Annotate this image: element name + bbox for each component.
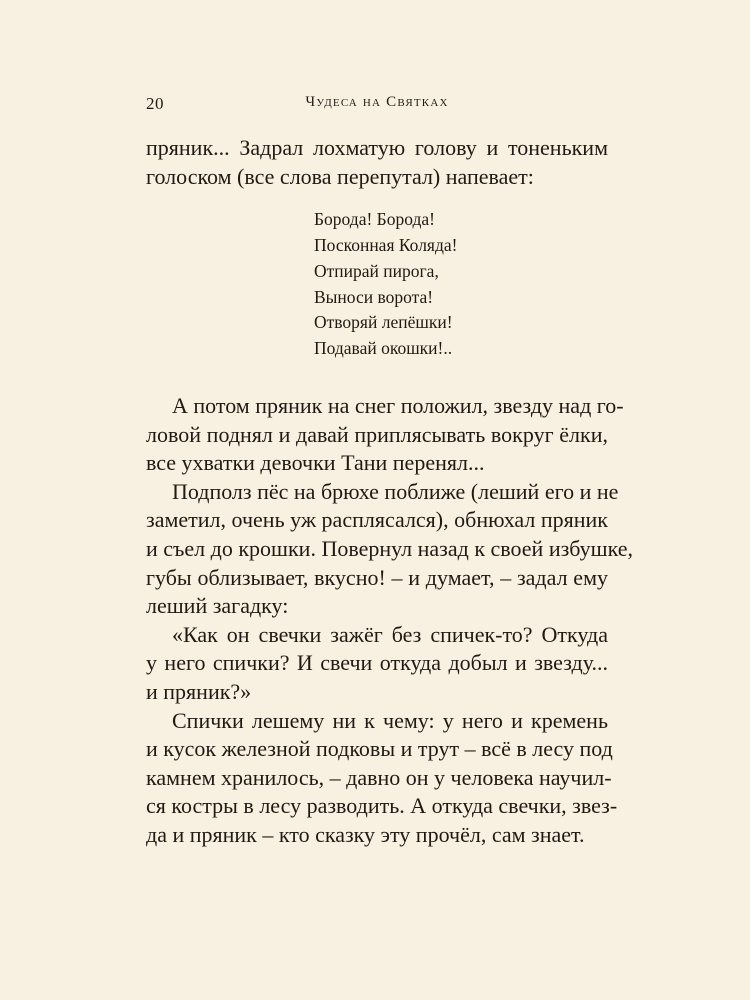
- intro-paragraph: [146, 134, 608, 191]
- text-line: ловой поднял и давай приплясывать вокруг ёлки,: [146, 421, 608, 447]
- paragraph: [146, 621, 608, 707]
- text-line: ся костры в лесу разводить. А откуда свечки, звез-: [146, 793, 618, 819]
- running-title: Чудеса на Святках: [305, 94, 449, 110]
- body-text: [146, 134, 633, 849]
- verse-line: Посконная Коляда!: [314, 234, 458, 255]
- paragraph: [146, 478, 633, 621]
- verse-line: Выноси ворота!: [314, 286, 434, 307]
- verse-block: [314, 207, 608, 362]
- text-line: А потом пряник на снег положил, звезду над го-: [172, 392, 624, 418]
- page-header: [146, 94, 608, 118]
- text-line: губы облизывает, вкусно! – и думает, – задал ему: [146, 564, 608, 590]
- text-line: заметил, очень уж расплясался), обнюхал пряник: [146, 507, 608, 533]
- text-line: Подполз пёс на брюхе поближе (леший его и не: [172, 478, 619, 504]
- paragraph: [146, 392, 624, 478]
- text-line: Спички лешему ни к чему: у него и кремень: [172, 707, 608, 733]
- text-line: «Как он свечки зажёг без спичек-то? Откуда: [172, 621, 608, 647]
- text-line: и пряник?»: [146, 678, 252, 704]
- paragraph: [146, 707, 618, 850]
- text-line: и съел до крошки. Повернул назад к своей избушке,: [146, 535, 633, 561]
- text-line: леший загадку:: [146, 593, 289, 619]
- text-line: камнем хранилось, – давно он у человека научил-: [146, 764, 612, 790]
- text-line: и кусок железной подковы и трут – всё в лесу под: [146, 736, 613, 762]
- text-line: да и пряник – кто сказку эту прочёл, сам знает.: [146, 821, 585, 847]
- verse-line: Борода! Борода!: [314, 209, 435, 230]
- verse-line: Отворяй лепёшки!: [314, 312, 453, 333]
- text-line: голоском (все слова перепутал) напевает:: [146, 163, 534, 189]
- page-number: 20: [146, 94, 164, 113]
- text-line: пряник... Задрал лохматую голову и тоненьким: [146, 135, 608, 160]
- text-line: все ухватки девочки Тани перенял...: [146, 450, 485, 476]
- verse-line: Отпирай пирога,: [314, 260, 439, 281]
- text-line: у него спички? И свечи откуда добыл и звезду...: [146, 650, 608, 676]
- verse-line: Подавай окошки!..: [314, 338, 453, 359]
